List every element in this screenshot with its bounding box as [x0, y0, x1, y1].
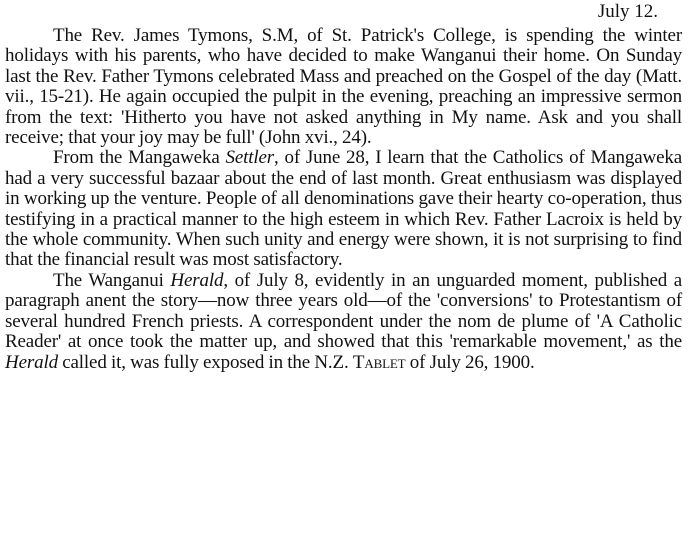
italic-title: Settler	[225, 147, 275, 169]
smallcaps-title: Tablet	[352, 351, 406, 373]
article-body	[5, 26, 682, 373]
text-run: The Rev. James Tymons, S.M, of St. Patrick's College, is spending the winter holidays with his parents, who have decided to make Wanganui their home. On Sunday last the Rev. Father Tymons celebrated Mass and preached on the Gospel of the day (Matt. vii., 15-21). He again occupied the pulpit in the evening, preaching an impressive sermon from the text: 'Hitherto you have not asked anything in My name. Ask and you shall receive; that your joy may be full' (John xvi., 24).	[5, 25, 682, 149]
text-run: From the Mangaweka	[53, 147, 226, 169]
paragraph	[5, 148, 682, 270]
text-run: called it, was fully exposed in the N.Z.	[57, 351, 353, 373]
italic-title: Herald	[5, 351, 58, 373]
text-run: The Wanganui	[53, 269, 171, 291]
text-run: of July 26, 1900.	[405, 351, 535, 373]
text-run: , of July 8, evidently in an unguarded moment, published a paragraph anent the story—now three years old—of the 'conversions' to Protestantism of several hundred French priests. A correspondent under the nom de plume of 'A Catholic Reader' at once took the matter up, and showed that this 'remarkable movement,' as the	[5, 269, 682, 353]
paragraph	[5, 271, 682, 373]
text-run: , of June 28, I learn that the Catholics of Mangaweka had a very successful bazaar about the end of last month. Great enthusiasm was displayed in working up the venture. People of all denominations gave their hearty co-operation, thus testifying in a practical manner to the high esteem in which Rev. Father Lacroix is held by the whole community. When such unity and energy were shown, it is not surprising to find that the financial result was most satisfactory.	[5, 147, 682, 271]
dateline: July 12.	[597, 1, 658, 22]
paragraph	[5, 26, 682, 148]
italic-title: Herald	[170, 269, 224, 291]
